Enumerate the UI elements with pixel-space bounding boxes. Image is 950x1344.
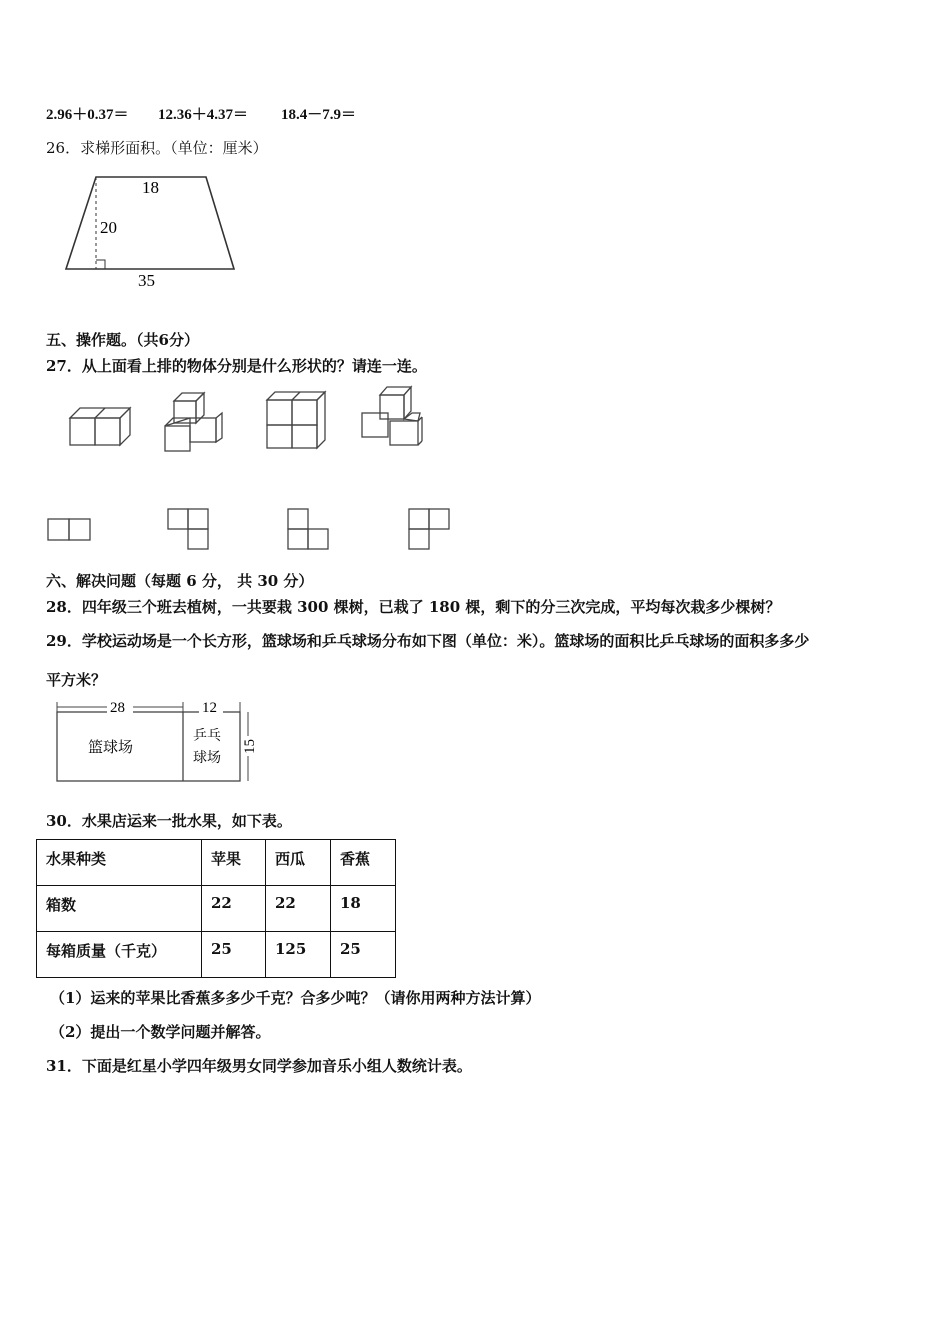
top-view-1 (48, 519, 90, 540)
question-26: 26．求梯形面积。（单位：厘米） (46, 139, 268, 157)
equation-2: 12.36＋4.37＝ (158, 107, 249, 123)
table-cell: 箱数 (37, 886, 202, 932)
table-cell: 每箱质量（千克） (37, 932, 202, 978)
table-cell: 西瓜 (266, 840, 331, 886)
question-29-line-2: 平方米？ (46, 671, 107, 689)
court-outline (57, 712, 240, 781)
top-view-3 (288, 509, 328, 549)
top-view-4 (409, 509, 449, 549)
table-cell: 22 (202, 886, 266, 932)
trapezoid-bottom-label: 35 (138, 271, 155, 290)
table-cell: 25 (202, 932, 266, 978)
table-cell: 18 (331, 886, 396, 932)
question-30-sub-1: （1）运来的苹果比香蕉多多少千克？合多少吨？（请你用两种方法计算） (50, 989, 541, 1007)
table-cell: 水果种类 (37, 840, 202, 886)
court-diagram (50, 696, 265, 788)
dim-pingpong-label: 12 (202, 700, 217, 716)
pingpong-court-label-2: 球场 (193, 751, 221, 766)
cube-figures (60, 383, 440, 455)
table-cell: 苹果 (202, 840, 266, 886)
table-cell: 125 (266, 932, 331, 978)
cube-figure-3 (267, 392, 325, 448)
table-cell: 25 (331, 932, 396, 978)
top-view-shapes (40, 505, 460, 557)
equation-1: 2.96＋0.37＝ (46, 107, 129, 123)
dim-basketball-label: 28 (110, 700, 125, 716)
table-row (37, 840, 396, 886)
table-cell: 香蕉 (331, 840, 396, 886)
fruit-table (36, 839, 396, 978)
equation-3: 18.4－7.9＝ (281, 107, 357, 123)
table-row (37, 886, 396, 932)
question-31: 31．下面是红星小学四年级男女同学参加音乐小组人数统计表。 (46, 1057, 472, 1075)
trapezoid-height-label: 20 (100, 218, 117, 237)
section-5-title: 五、操作题。（共6分） (46, 331, 199, 349)
dim-height-label: 15 (242, 739, 258, 754)
question-27: 27．从上面看上排的物体分别是什么形状的？请连一连。 (46, 357, 427, 375)
question-28: 28．四年级三个班去植树，一共要栽 300 棵树，已栽了 180 棵，剩下的分三次完成，平均每次栽多少棵树？ (46, 598, 781, 616)
basketball-court-label: 篮球场 (88, 740, 134, 756)
cube-figure-4 (362, 387, 422, 445)
table-cell: 22 (266, 886, 331, 932)
trapezoid-top-label: 18 (142, 178, 159, 197)
cube-figure-2 (165, 393, 222, 451)
question-30: 30．水果店运来一批水果，如下表。 (46, 812, 292, 830)
trapezoid-figure (60, 168, 250, 293)
cube-figure-1 (70, 408, 130, 445)
right-angle-mark (96, 260, 105, 269)
top-view-2 (168, 509, 208, 549)
question-29-line-1: 29．学校运动场是一个长方形，篮球场和乒乓球场分布如下图（单位：米）。篮球场的面积比乒乓球场的面积多多少 (46, 632, 810, 650)
pingpong-court-label-1: 乒乓 (193, 729, 221, 744)
table-row (37, 932, 396, 978)
question-30-sub-2: （2）提出一个数学问题并解答。 (50, 1023, 271, 1041)
section-6-title: 六、解决问题（每题 6 分， 共 30 分） (46, 572, 314, 590)
